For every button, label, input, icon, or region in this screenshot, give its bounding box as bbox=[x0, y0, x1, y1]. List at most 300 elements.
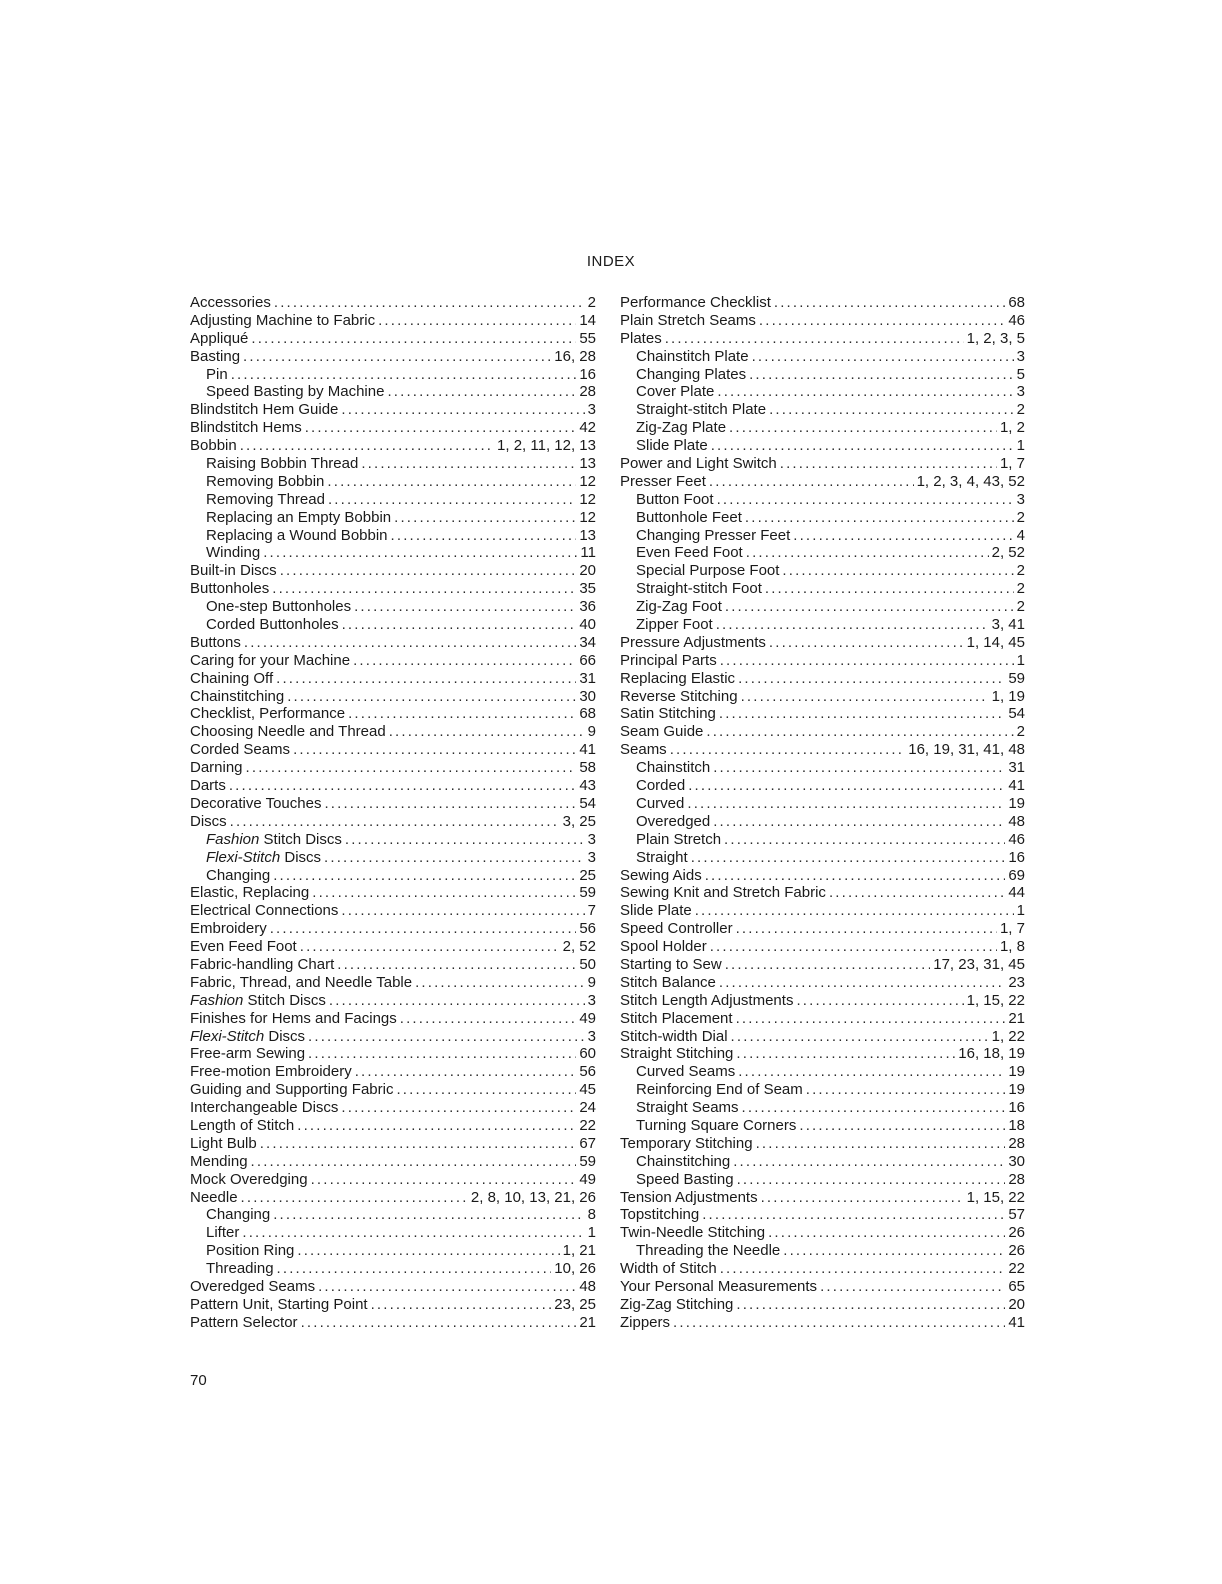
entry-label bbox=[190, 723, 386, 741]
entry-label-text: One-step Buttonholes bbox=[206, 598, 352, 616]
entry-label-text: Seams bbox=[620, 741, 667, 759]
dot-leader bbox=[793, 527, 1013, 545]
entry-pages: 22 bbox=[1008, 1260, 1025, 1278]
entry-label bbox=[190, 634, 241, 652]
entry-label-text: Discs bbox=[280, 848, 322, 866]
entry-pages: 3 bbox=[1016, 383, 1025, 401]
entry-label bbox=[190, 330, 248, 348]
entry-label-text: Elastic, Replacing bbox=[190, 884, 310, 902]
entry-label bbox=[636, 1171, 734, 1189]
entry-label bbox=[206, 831, 342, 849]
entry-pages: 21 bbox=[1008, 1009, 1025, 1027]
entry-label bbox=[190, 1153, 248, 1171]
index-entry bbox=[620, 723, 1025, 741]
entry-label-text: Chainstitching bbox=[190, 687, 285, 705]
index-entry bbox=[190, 884, 596, 902]
entry-label-italic: Flexi-Stitch bbox=[206, 848, 281, 866]
index-entry bbox=[190, 902, 596, 920]
dot-leader bbox=[391, 527, 577, 545]
index-entry bbox=[620, 741, 1025, 759]
entry-pages: 46 bbox=[1008, 311, 1025, 329]
entry-pages: 3 bbox=[1016, 347, 1025, 365]
index-subentry bbox=[190, 544, 596, 562]
dot-leader bbox=[229, 777, 576, 795]
index-entry bbox=[620, 312, 1025, 330]
dot-leader bbox=[297, 1117, 576, 1135]
entry-label-text: Guiding and Supporting Fabric bbox=[190, 1081, 394, 1099]
entry-label-text: Straight-stitch Foot bbox=[636, 580, 762, 598]
entry-label-text: Fabric-handling Chart bbox=[190, 955, 335, 973]
entry-pages: 44 bbox=[1008, 884, 1025, 902]
dot-leader bbox=[729, 419, 997, 437]
entry-pages: 2 bbox=[1016, 723, 1025, 741]
index-subentry bbox=[190, 616, 596, 634]
dot-leader bbox=[736, 1010, 1006, 1028]
index-entry bbox=[190, 759, 596, 777]
entry-label-text: Discs bbox=[264, 1027, 306, 1045]
entry-pages: 31 bbox=[579, 669, 596, 687]
dot-leader bbox=[765, 580, 1014, 598]
entry-label bbox=[636, 366, 746, 384]
dot-leader bbox=[736, 1296, 1005, 1314]
index-subentry bbox=[190, 383, 596, 401]
entry-label-text: Corded bbox=[636, 777, 686, 795]
entry-pages: 3, 41 bbox=[991, 616, 1025, 634]
entry-label-text: Position Ring bbox=[206, 1242, 295, 1260]
entry-label bbox=[620, 294, 771, 312]
index-subentry bbox=[620, 562, 1025, 580]
entry-label-text: Speed Basting bbox=[636, 1170, 734, 1188]
entry-label-text: Stitch Placement bbox=[620, 1009, 733, 1027]
index-subentry bbox=[620, 544, 1025, 562]
entry-label bbox=[190, 1135, 257, 1153]
entry-pages: 1 bbox=[1016, 437, 1025, 455]
entry-label-text: Presser Feet bbox=[620, 472, 706, 490]
entry-label-text: Decorative Touches bbox=[190, 794, 322, 812]
index-entry bbox=[190, 723, 596, 741]
dot-leader bbox=[241, 1189, 468, 1207]
dot-leader bbox=[353, 652, 576, 670]
entry-label bbox=[190, 902, 338, 920]
entry-label-text: Finishes for Hems and Facings bbox=[190, 1009, 397, 1027]
dot-leader bbox=[706, 723, 1013, 741]
dot-leader bbox=[342, 616, 577, 634]
index-entry bbox=[190, 294, 596, 312]
entry-pages: 1, 7 bbox=[999, 455, 1025, 473]
entry-label bbox=[190, 1099, 338, 1117]
entry-pages: 65 bbox=[1008, 1277, 1025, 1295]
entry-label-text: Even Feed Foot bbox=[636, 544, 743, 562]
entry-label bbox=[620, 1296, 733, 1314]
entry-pages: 1, 22 bbox=[991, 1027, 1025, 1045]
index-subentry bbox=[620, 598, 1025, 616]
entry-label bbox=[190, 1296, 368, 1314]
dot-leader bbox=[297, 1242, 559, 1260]
index-entry bbox=[620, 473, 1025, 491]
index-entry bbox=[190, 312, 596, 330]
dot-leader bbox=[300, 938, 560, 956]
entry-label bbox=[190, 688, 284, 706]
dot-leader bbox=[736, 920, 997, 938]
entry-label-text: Button Foot bbox=[636, 490, 714, 508]
index-subentry bbox=[620, 849, 1025, 867]
dot-leader bbox=[783, 1242, 1005, 1260]
index-subentry bbox=[620, 831, 1025, 849]
entry-pages: 2 bbox=[587, 294, 596, 311]
entry-pages: 1, 15, 22 bbox=[966, 991, 1025, 1009]
entry-label-text: Blindstitch Hems bbox=[190, 419, 302, 437]
entry-pages: 13 bbox=[579, 526, 596, 544]
entry-label-text: Caring for your Machine bbox=[190, 651, 351, 669]
entry-label bbox=[190, 294, 271, 312]
index-entry bbox=[620, 1028, 1025, 1046]
entry-label bbox=[620, 938, 707, 956]
dot-leader bbox=[691, 849, 1006, 867]
dot-leader bbox=[280, 562, 577, 580]
entry-label-text: Changing bbox=[206, 866, 271, 884]
index-subentry bbox=[190, 1242, 596, 1260]
entry-label-text: Replacing a Wound Bobbin bbox=[206, 526, 388, 544]
entry-pages: 3 bbox=[587, 991, 596, 1009]
entry-label bbox=[636, 1242, 780, 1260]
entry-label-text: Zipper Foot bbox=[636, 616, 713, 634]
dot-leader bbox=[230, 813, 560, 831]
entry-pages: 69 bbox=[1008, 866, 1025, 884]
entry-pages: 30 bbox=[1008, 1152, 1025, 1170]
dot-leader bbox=[341, 1099, 576, 1117]
entry-label bbox=[190, 992, 326, 1010]
dot-leader bbox=[725, 598, 1014, 616]
dot-leader bbox=[719, 705, 1005, 723]
index-entry bbox=[190, 634, 596, 652]
entry-pages: 66 bbox=[579, 651, 596, 669]
dot-leader bbox=[711, 437, 1014, 455]
entry-label-text: Adjusting Machine to Fabric bbox=[190, 311, 376, 329]
entry-label bbox=[620, 741, 667, 759]
entry-pages: 16 bbox=[579, 365, 596, 383]
entry-label bbox=[190, 1010, 397, 1028]
dot-leader bbox=[733, 1153, 1005, 1171]
entry-label bbox=[620, 473, 706, 491]
index-subentry bbox=[620, 509, 1025, 527]
entry-label-text: Pattern Selector bbox=[190, 1313, 298, 1331]
index-entry bbox=[620, 1010, 1025, 1028]
entry-pages: 2 bbox=[1016, 580, 1025, 598]
entry-pages: 54 bbox=[1008, 705, 1025, 723]
entry-pages: 1, 2, 3, 4, 43, 52 bbox=[916, 472, 1025, 490]
dot-leader bbox=[806, 1081, 1006, 1099]
dot-leader bbox=[231, 366, 577, 384]
dot-leader bbox=[251, 1153, 577, 1171]
entry-label-text: Electrical Connections bbox=[190, 902, 339, 920]
entry-label bbox=[190, 759, 243, 777]
entry-label-text: Sewing Knit and Stretch Fabric bbox=[620, 884, 826, 902]
entry-label-text: Needle bbox=[190, 1188, 238, 1206]
entry-pages: 14 bbox=[579, 311, 596, 329]
entry-pages: 16, 19, 31, 41, 48 bbox=[908, 741, 1025, 759]
index-subentry bbox=[620, 759, 1025, 777]
entry-pages: 3 bbox=[1016, 490, 1025, 508]
entry-pages: 68 bbox=[1008, 294, 1025, 311]
entry-label-text: Threading the Needle bbox=[636, 1242, 781, 1260]
entry-label bbox=[206, 509, 391, 527]
entry-label bbox=[636, 777, 685, 795]
index-subentry bbox=[190, 455, 596, 473]
index-subentry bbox=[620, 580, 1025, 598]
entry-label bbox=[190, 1045, 305, 1063]
entry-pages: 5 bbox=[1016, 365, 1025, 383]
entry-label bbox=[620, 1260, 717, 1278]
entry-label-text: Tension Adjustments bbox=[620, 1188, 758, 1206]
dot-leader bbox=[761, 1189, 964, 1207]
entry-label-text: Corded Buttonholes bbox=[206, 616, 339, 634]
entry-pages: 16, 28 bbox=[554, 347, 596, 365]
dot-leader bbox=[769, 634, 964, 652]
dot-leader bbox=[724, 831, 1005, 849]
entry-label bbox=[190, 1117, 294, 1135]
entry-pages: 49 bbox=[579, 1170, 596, 1188]
dot-leader bbox=[796, 992, 963, 1010]
entry-label bbox=[206, 867, 270, 885]
index-entry bbox=[620, 455, 1025, 473]
index-subentry bbox=[620, 401, 1025, 419]
entry-label bbox=[190, 813, 227, 831]
index-entry bbox=[620, 1189, 1025, 1207]
entry-pages: 36 bbox=[579, 598, 596, 616]
dot-leader bbox=[242, 1224, 584, 1242]
dot-leader bbox=[695, 902, 1014, 920]
entry-label-text: Darning bbox=[190, 759, 243, 777]
entry-pages: 12 bbox=[579, 472, 596, 490]
index-entry bbox=[620, 956, 1025, 974]
entry-label bbox=[620, 974, 716, 992]
entry-pages: 2 bbox=[1016, 598, 1025, 616]
dot-leader bbox=[341, 902, 584, 920]
index-entry bbox=[620, 974, 1025, 992]
entry-label bbox=[620, 455, 777, 473]
entry-label-text: Stitch-width Dial bbox=[620, 1027, 728, 1045]
dot-leader bbox=[400, 1010, 577, 1028]
entry-label bbox=[636, 813, 710, 831]
entry-label bbox=[190, 795, 321, 813]
entry-pages: 23 bbox=[1008, 973, 1025, 991]
entry-pages: 20 bbox=[579, 562, 596, 580]
entry-label bbox=[206, 491, 325, 509]
dot-leader bbox=[371, 1296, 552, 1314]
index-entry bbox=[620, 652, 1025, 670]
entry-label bbox=[190, 884, 309, 902]
dot-leader bbox=[725, 956, 931, 974]
entry-label-text: Threading bbox=[206, 1260, 274, 1278]
entry-label bbox=[206, 616, 339, 634]
entry-label-text: Stitch Discs bbox=[243, 991, 326, 1009]
index-entry bbox=[190, 1296, 596, 1314]
index-entry bbox=[190, 1135, 596, 1153]
index-entry bbox=[620, 1206, 1025, 1224]
dot-leader bbox=[312, 884, 576, 902]
entry-pages: 40 bbox=[579, 616, 596, 634]
index-entry bbox=[190, 741, 596, 759]
entry-label-text: Chainstitch bbox=[636, 759, 711, 777]
entry-pages: 41 bbox=[579, 741, 596, 759]
entry-label-text: Replacing an Empty Bobbin bbox=[206, 508, 392, 526]
index-entry bbox=[190, 992, 596, 1010]
index-subentry bbox=[620, 1171, 1025, 1189]
entry-pages: 60 bbox=[579, 1045, 596, 1063]
entry-pages: 46 bbox=[1008, 830, 1025, 848]
dot-leader bbox=[665, 330, 964, 348]
entry-pages: 25 bbox=[579, 866, 596, 884]
dot-leader bbox=[769, 401, 1014, 419]
entry-label-text: Reinforcing End of Seam bbox=[636, 1081, 803, 1099]
entry-label bbox=[636, 616, 713, 634]
dot-leader bbox=[308, 1028, 585, 1046]
entry-label bbox=[206, 1242, 294, 1260]
index-entry bbox=[190, 956, 596, 974]
index-subentry bbox=[190, 491, 596, 509]
entry-label bbox=[636, 1099, 739, 1117]
entry-pages: 19 bbox=[1008, 1081, 1025, 1099]
entry-label bbox=[190, 1063, 352, 1081]
entry-pages: 48 bbox=[1008, 812, 1025, 830]
entry-label bbox=[206, 383, 384, 401]
dot-leader bbox=[713, 759, 1005, 777]
entry-pages: 1, 2 bbox=[999, 419, 1025, 437]
entry-pages: 1 bbox=[1016, 902, 1025, 920]
index-subentry bbox=[190, 527, 596, 545]
entry-label-text: Plain Stretch bbox=[636, 830, 722, 848]
index-entry bbox=[190, 1028, 596, 1046]
index-subentry bbox=[620, 419, 1025, 437]
entry-pages: 55 bbox=[579, 329, 596, 347]
entry-label-text: Temporary Stitching bbox=[620, 1134, 753, 1152]
index-column-right bbox=[620, 294, 1025, 1332]
entry-pages: 12 bbox=[579, 490, 596, 508]
entry-pages: 4 bbox=[1016, 526, 1025, 544]
entry-pages: 2 bbox=[1016, 508, 1025, 526]
index-entry bbox=[190, 419, 596, 437]
index-entry bbox=[620, 1296, 1025, 1314]
entry-label bbox=[190, 401, 338, 419]
dot-leader bbox=[263, 544, 577, 562]
entry-label bbox=[620, 688, 738, 706]
index-entry bbox=[190, 777, 596, 795]
entry-pages: 19 bbox=[1008, 1063, 1025, 1081]
entry-pages: 1, 2, 11, 12, 13 bbox=[497, 437, 596, 455]
index-subentry bbox=[190, 831, 596, 849]
index-entry bbox=[190, 1045, 596, 1063]
index-subentry bbox=[190, 849, 596, 867]
entry-label bbox=[190, 705, 345, 723]
entry-label bbox=[620, 902, 692, 920]
index-subentry bbox=[190, 473, 596, 491]
index-entry bbox=[190, 652, 596, 670]
entry-label-text: Straight Seams bbox=[636, 1099, 739, 1117]
entry-label bbox=[636, 1081, 803, 1099]
index-entry bbox=[620, 1224, 1025, 1242]
entry-pages: 3 bbox=[587, 401, 596, 419]
entry-pages: 42 bbox=[579, 419, 596, 437]
entry-label-text: Pin bbox=[206, 365, 228, 383]
entry-label bbox=[620, 723, 703, 741]
index-subentry bbox=[620, 366, 1025, 384]
dot-leader bbox=[361, 455, 576, 473]
index-subentry bbox=[190, 1224, 596, 1242]
entry-pages: 2 bbox=[1016, 401, 1025, 419]
dot-leader bbox=[705, 867, 1006, 885]
entry-label bbox=[206, 473, 324, 491]
entry-label-text: Light Bulb bbox=[190, 1134, 257, 1152]
entry-label bbox=[620, 1045, 733, 1063]
dot-leader bbox=[287, 688, 576, 706]
entry-label bbox=[620, 705, 716, 723]
index-entry bbox=[620, 938, 1025, 956]
entry-pages: 31 bbox=[1008, 759, 1025, 777]
entry-pages: 1 bbox=[587, 1224, 596, 1242]
index-column-left bbox=[190, 294, 596, 1332]
entry-label-text: Winding bbox=[206, 544, 261, 562]
dot-leader bbox=[709, 473, 914, 491]
index-entry bbox=[620, 867, 1025, 885]
entry-pages: 19 bbox=[1008, 794, 1025, 812]
entry-label-text: Chaining Off bbox=[190, 669, 274, 687]
dot-leader bbox=[737, 1171, 1006, 1189]
entry-pages: 1 bbox=[1016, 651, 1025, 669]
entry-label-text: Chainstitching bbox=[636, 1152, 731, 1170]
entry-label-text: Raising Bobbin Thread bbox=[206, 455, 359, 473]
index-entry bbox=[190, 1081, 596, 1099]
entry-pages: 1, 2, 3, 5 bbox=[966, 329, 1025, 347]
entry-label-text: Your Personal Measurements bbox=[620, 1277, 818, 1295]
entry-label bbox=[636, 1153, 730, 1171]
entry-label-text: Stitch Length Adjustments bbox=[620, 991, 794, 1009]
dot-leader bbox=[736, 1045, 955, 1063]
page-number: 70 bbox=[190, 1372, 207, 1389]
entry-label bbox=[190, 938, 297, 956]
index-entry bbox=[190, 1117, 596, 1135]
entry-label bbox=[620, 956, 722, 974]
dot-leader bbox=[749, 366, 1014, 384]
index-subentry bbox=[620, 491, 1025, 509]
entry-label bbox=[190, 1171, 308, 1189]
entry-label-text: Removing Thread bbox=[206, 490, 325, 508]
dot-leader bbox=[308, 1045, 576, 1063]
index-subentry bbox=[620, 813, 1025, 831]
entry-pages: 26 bbox=[1008, 1242, 1025, 1260]
entry-label-text: Power and Light Switch bbox=[620, 455, 777, 473]
entry-label-text: Removing Bobbin bbox=[206, 472, 325, 490]
entry-label-text: Accessories bbox=[190, 294, 271, 311]
entry-pages: 30 bbox=[579, 687, 596, 705]
entry-label-text: Changing bbox=[206, 1206, 271, 1224]
dot-leader bbox=[820, 1278, 1005, 1296]
entry-label-text: Lifter bbox=[206, 1224, 240, 1242]
entry-label bbox=[620, 634, 766, 652]
entry-pages: 22 bbox=[579, 1116, 596, 1134]
entry-label-text: Bobbin bbox=[190, 437, 237, 455]
entry-label bbox=[190, 437, 237, 455]
dot-leader bbox=[345, 831, 585, 849]
entry-label-italic: Flexi-Stitch bbox=[190, 1027, 265, 1045]
entry-pages: 3 bbox=[587, 830, 596, 848]
dot-leader bbox=[240, 437, 494, 455]
entry-pages: 35 bbox=[579, 580, 596, 598]
dot-leader bbox=[720, 652, 1014, 670]
entry-label-text: Discs bbox=[190, 812, 227, 830]
dot-leader bbox=[738, 670, 1005, 688]
entry-label bbox=[190, 777, 226, 795]
entry-label-text: Chainstitch Plate bbox=[636, 347, 749, 365]
